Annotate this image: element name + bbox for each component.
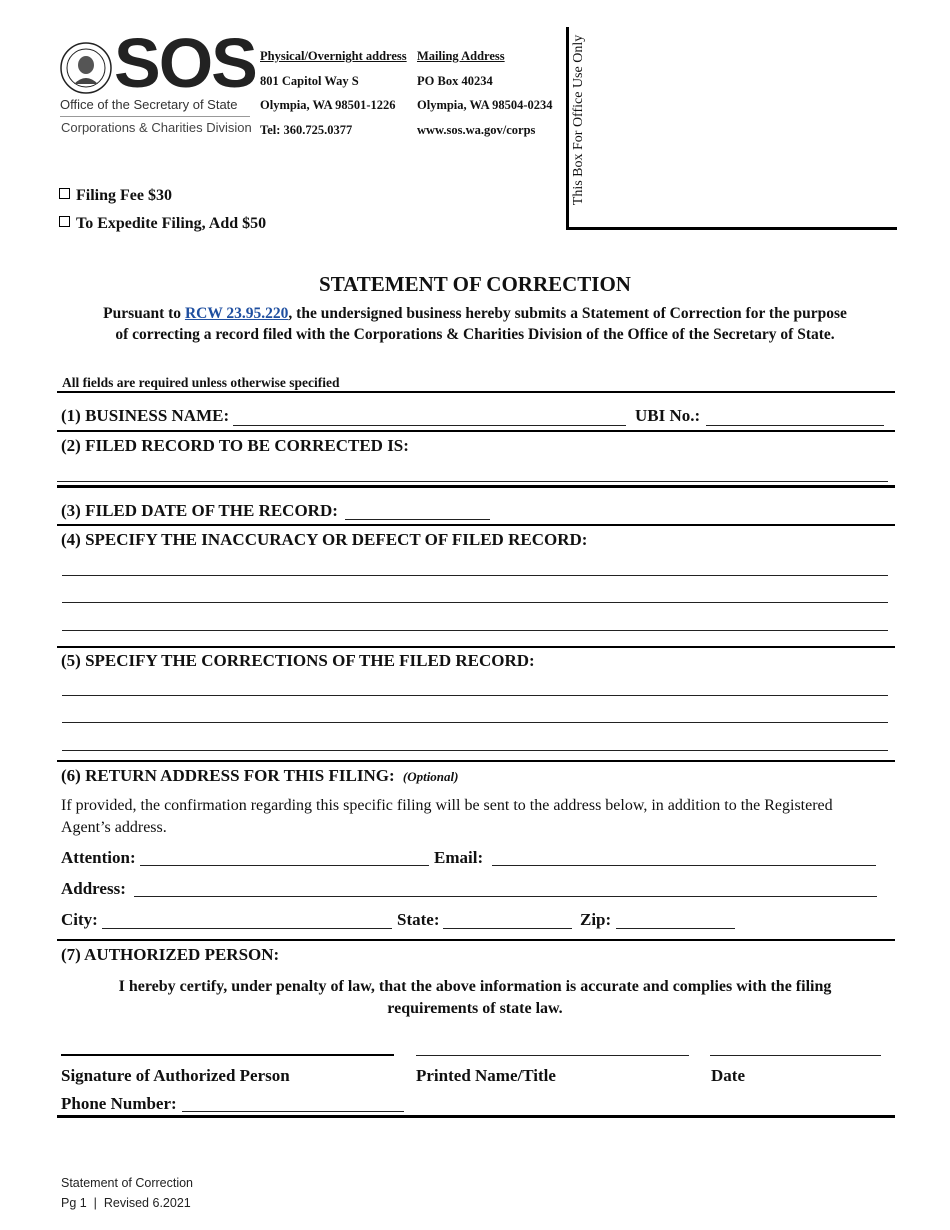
office-use-label: This Box For Office Use Only [571, 34, 586, 206]
zip-label: Zip: [580, 910, 612, 929]
printed-name-label: Printed Name/Title [416, 1066, 556, 1085]
attention-label: Attention: [61, 848, 136, 867]
state-label: State: [397, 910, 440, 929]
zip-input[interactable] [616, 928, 735, 929]
intro-text [40, 303, 910, 345]
phone-input[interactable] [182, 1111, 404, 1112]
city-input[interactable] [102, 928, 392, 929]
phone-label: Phone Number: [61, 1094, 177, 1113]
logo-line-2: Corporations & Charities Division [61, 120, 252, 135]
optional-tag: (Optional) [402, 769, 459, 784]
printed-name-line[interactable] [416, 1055, 689, 1056]
filed-date-input[interactable] [345, 519, 490, 520]
inaccuracy-line-1[interactable] [62, 575, 888, 576]
email-label: Email: [434, 848, 484, 867]
inaccuracy-label: (4) SPECIFY THE INACCURACY OR DEFECT OF FILED RECORD: [61, 530, 588, 549]
logo-divider [60, 116, 250, 117]
return-desc-1: If provided, the confirmation regarding this specific filing will be sent to the address below, in addition to the Registered [61, 797, 833, 814]
mailing-web: www.sos.wa.gov/corps [417, 122, 536, 137]
divider-7 [57, 939, 895, 941]
state-input[interactable] [443, 928, 572, 929]
filing-fee-option[interactable] [59, 187, 172, 205]
expedite-option[interactable] [59, 215, 266, 233]
business-name-input[interactable] [233, 425, 626, 426]
filing-fee-checkbox[interactable] [59, 188, 70, 199]
divider-5 [57, 646, 895, 648]
date-label: Date [711, 1066, 745, 1085]
physical-tel: Tel: 360.725.0377 [260, 122, 353, 137]
filing-fee-label: Filing Fee $30 [76, 187, 172, 204]
page-title: STATEMENT OF CORRECTION [319, 272, 631, 296]
expedite-checkbox[interactable] [59, 216, 70, 227]
footer-page: Pg 1 | Revised 6.2021 [61, 1196, 191, 1210]
physical-address-block [260, 44, 407, 142]
mailing-heading: Mailing Address [417, 49, 505, 63]
divider-2 [57, 430, 895, 432]
inaccuracy-line-2[interactable] [62, 602, 888, 603]
email-input[interactable] [492, 865, 876, 866]
mailing-city: Olympia, WA 98504-0234 [417, 98, 553, 112]
divider-1 [57, 391, 895, 393]
signature-line[interactable] [61, 1054, 394, 1056]
return-address-desc [61, 795, 901, 839]
intro-rest-1: , the undersigned business hereby submits a Statement of Correction for the purpose [288, 305, 847, 322]
date-line[interactable] [710, 1055, 881, 1056]
certify-1: I hereby certify, under penalty of law, that the above information is accurate and complies with the filing [118, 978, 832, 995]
inaccuracy-line-3[interactable] [62, 630, 888, 631]
physical-heading: Physical/Overnight address [260, 49, 407, 63]
filed-date-label: (3) FILED DATE OF THE RECORD: [61, 501, 338, 520]
ubi-input[interactable] [706, 425, 884, 426]
corrections-label: (5) SPECIFY THE CORRECTIONS OF THE FILED RECORD: [61, 651, 535, 670]
mailing-box: PO Box 40234 [417, 73, 493, 88]
return-desc-2: Agent’s address. [61, 819, 167, 836]
certify-2: requirements of state law. [387, 1000, 563, 1017]
corrections-line-3[interactable] [62, 750, 888, 751]
business-name-label: (1) BUSINESS NAME: [61, 406, 230, 425]
sos-logo [60, 24, 256, 140]
physical-city: Olympia, WA 98501-1226 [260, 98, 396, 112]
mailing-address-block [417, 44, 553, 142]
logo-letters: SOS [114, 24, 256, 102]
address-input[interactable] [134, 896, 877, 897]
filed-record-label: (2) FILED RECORD TO BE CORRECTED IS: [61, 436, 409, 455]
footer-doc: Statement of Correction [61, 1176, 194, 1190]
footer [61, 1173, 193, 1213]
return-address-title: (6) RETURN ADDRESS FOR THIS FILING: [61, 766, 395, 785]
authorized-person-label: (7) AUTHORIZED PERSON: [61, 945, 280, 964]
corrections-line-2[interactable] [62, 722, 888, 723]
required-note: All fields are required unless otherwise specified [62, 375, 340, 390]
address-label: Address: [61, 879, 126, 898]
divider-8 [57, 1115, 895, 1118]
divider-3 [57, 485, 895, 488]
office-use-box [566, 27, 897, 230]
divider-4 [57, 524, 895, 526]
return-address-label [61, 766, 458, 786]
ubi-label: UBI No.: [635, 406, 701, 425]
intro-prefix: Pursuant to [103, 305, 185, 322]
attention-input[interactable] [140, 865, 429, 866]
logo-line-1: Office of the Secretary of State [60, 97, 238, 112]
physical-street: 801 Capitol Way S [260, 73, 359, 88]
certify-text [40, 976, 910, 1020]
signature-label: Signature of Authorized Person [61, 1066, 290, 1085]
state-seal-icon [60, 42, 112, 94]
divider-6 [57, 760, 895, 762]
intro-rest-2: of correcting a record filed with the Corporations & Charities Division of the Office of the Secretary of State. [115, 326, 835, 343]
city-label: City: [61, 910, 98, 929]
expedite-label: To Expedite Filing, Add $50 [76, 215, 267, 232]
filed-record-input[interactable] [57, 481, 888, 482]
rcw-link[interactable]: RCW 23.95.220 [184, 305, 289, 322]
corrections-line-1[interactable] [62, 695, 888, 696]
